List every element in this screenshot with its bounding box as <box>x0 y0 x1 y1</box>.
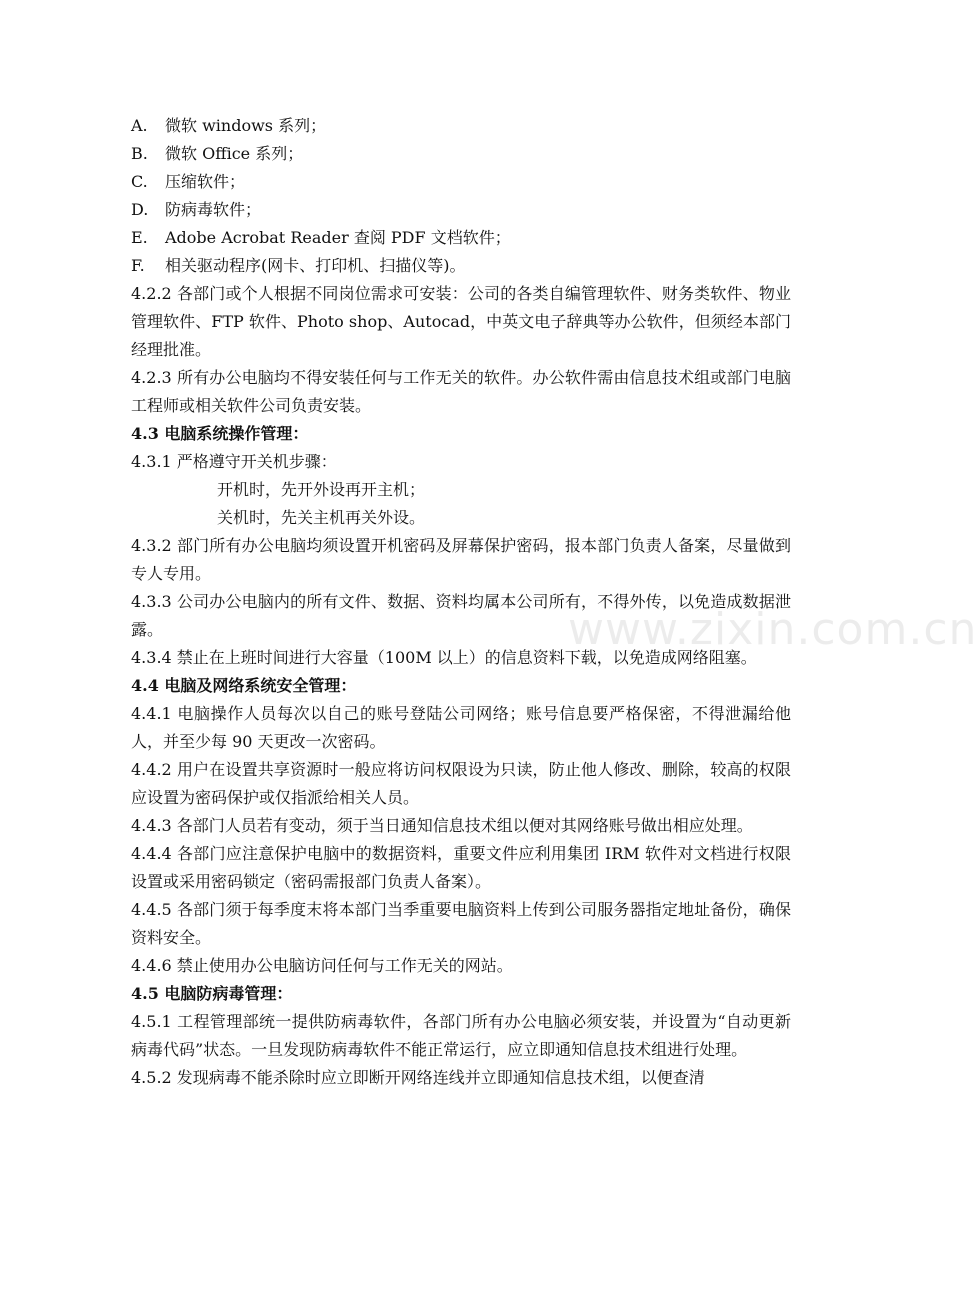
list-item <box>131 224 791 252</box>
list-item <box>131 252 791 280</box>
list-letter: C. <box>131 172 148 191</box>
paragraph-4-3-3: 4.3.3 公司办公电脑内的所有文件、数据、资料均属本公司所有，不得外传，以免造成数据泄露。 <box>131 592 791 639</box>
watermark: www.zixin.com.cn <box>568 604 977 655</box>
paragraph-4-4-5: 4.4.5 各部门须于每季度末将本部门当季重要电脑资料上传到公司服务器指定地址备份，确保资料安全。 <box>131 900 791 947</box>
paragraph-4-4-6: 4.4.6 禁止使用办公电脑访问任何与工作无关的网站。 <box>131 956 513 975</box>
paragraph-4-4-4: 4.4.4 各部门应注意保护电脑中的数据资料，重要文件应利用集团 IRM 软件对文档进行权限设置或采用密码锁定（密码需报部门负责人备案）。 <box>131 844 791 891</box>
paragraph-4-3-4: 4.3.4 禁止在上班时间进行大容量（100M 以上）的信息资料下载，以免造成网络阻塞。 <box>131 648 757 667</box>
list-letter: D. <box>131 200 149 219</box>
list-letter: A. <box>131 116 148 135</box>
paragraph-4-4-2: 4.4.2 用户在设置共享资源时一般应将访问权限设为只读，防止他人修改、删除，较高的权限应设置为密码保护或仅指派给相关人员。 <box>131 760 791 807</box>
paragraph-4-5-1: 4.5.1 工程管理部统一提供防病毒软件，各部门所有办公电脑必须安装，并设置为“自动更新病毒代码”状态。一旦发现防病毒软件不能正常运行，应立即通知信息技术组进行处理。 <box>131 1012 791 1059</box>
paragraph-4-2-2: 4.2.2 各部门或个人根据不同岗位需求可安装：公司的各类自编管理软件、财务类软件、物业管理软件、FTP 软件、Photo shop、Autocad，中英文电子辞典等办公软件，但须经本部门经理批准。 <box>131 284 791 359</box>
list-item <box>131 196 791 224</box>
paragraph-4-5-2: 4.5.2 发现病毒不能杀除时应立即断开网络连线并立即通知信息技术组，以便查清 <box>131 1068 705 1087</box>
list-letter: B. <box>131 144 148 163</box>
list-letter: F. <box>131 256 145 275</box>
list-item <box>131 168 791 196</box>
list-text: 防病毒软件； <box>165 200 262 219</box>
paragraph-4-4-1: 4.4.1 电脑操作人员每次以自己的账号登陆公司网络；账号信息要严格保密，不得泄漏给他人，并至少每 90 天更改一次密码。 <box>131 704 791 751</box>
list-text: 微软 Office 系列； <box>165 144 304 163</box>
section-heading-4-4: 4.4 电脑及网络系统安全管理： <box>131 676 357 695</box>
list-text: Adobe Acrobat Reader 查阅 PDF 文档软件； <box>165 228 511 247</box>
paragraph-4-4-3: 4.4.3 各部门人员若有变动，须于当日通知信息技术组以便对其网络账号做出相应处理。 <box>131 816 753 835</box>
list-letter: E. <box>131 228 148 247</box>
list-item <box>131 140 791 168</box>
startup-step: 开机时，先开外设再开主机； <box>217 480 426 499</box>
list-text: 压缩软件； <box>165 172 246 191</box>
section-heading-4-5: 4.5 电脑防病毒管理： <box>131 984 293 1003</box>
paragraph-4-3-1: 4.3.1 严格遵守开关机步骤： <box>131 452 337 471</box>
list-item <box>131 112 791 140</box>
document-body <box>131 112 791 1092</box>
section-heading-4-3: 4.3 电脑系统操作管理： <box>131 424 309 443</box>
list-text: 相关驱动程序(网卡、打印机、扫描仪等)。 <box>165 256 466 275</box>
paragraph-4-2-3: 4.2.3 所有办公电脑均不得安装任何与工作无关的软件。办公软件需由信息技术组或部门电脑工程师或相关软件公司负责安装。 <box>131 368 791 415</box>
list-text: 微软 windows 系列； <box>165 116 327 135</box>
paragraph-4-3-2: 4.3.2 部门所有办公电脑均须设置开机密码及屏幕保护密码，报本部门负责人备案，尽量做到专人专用。 <box>131 536 791 583</box>
shutdown-step: 关机时，先关主机再关外设。 <box>217 508 426 527</box>
